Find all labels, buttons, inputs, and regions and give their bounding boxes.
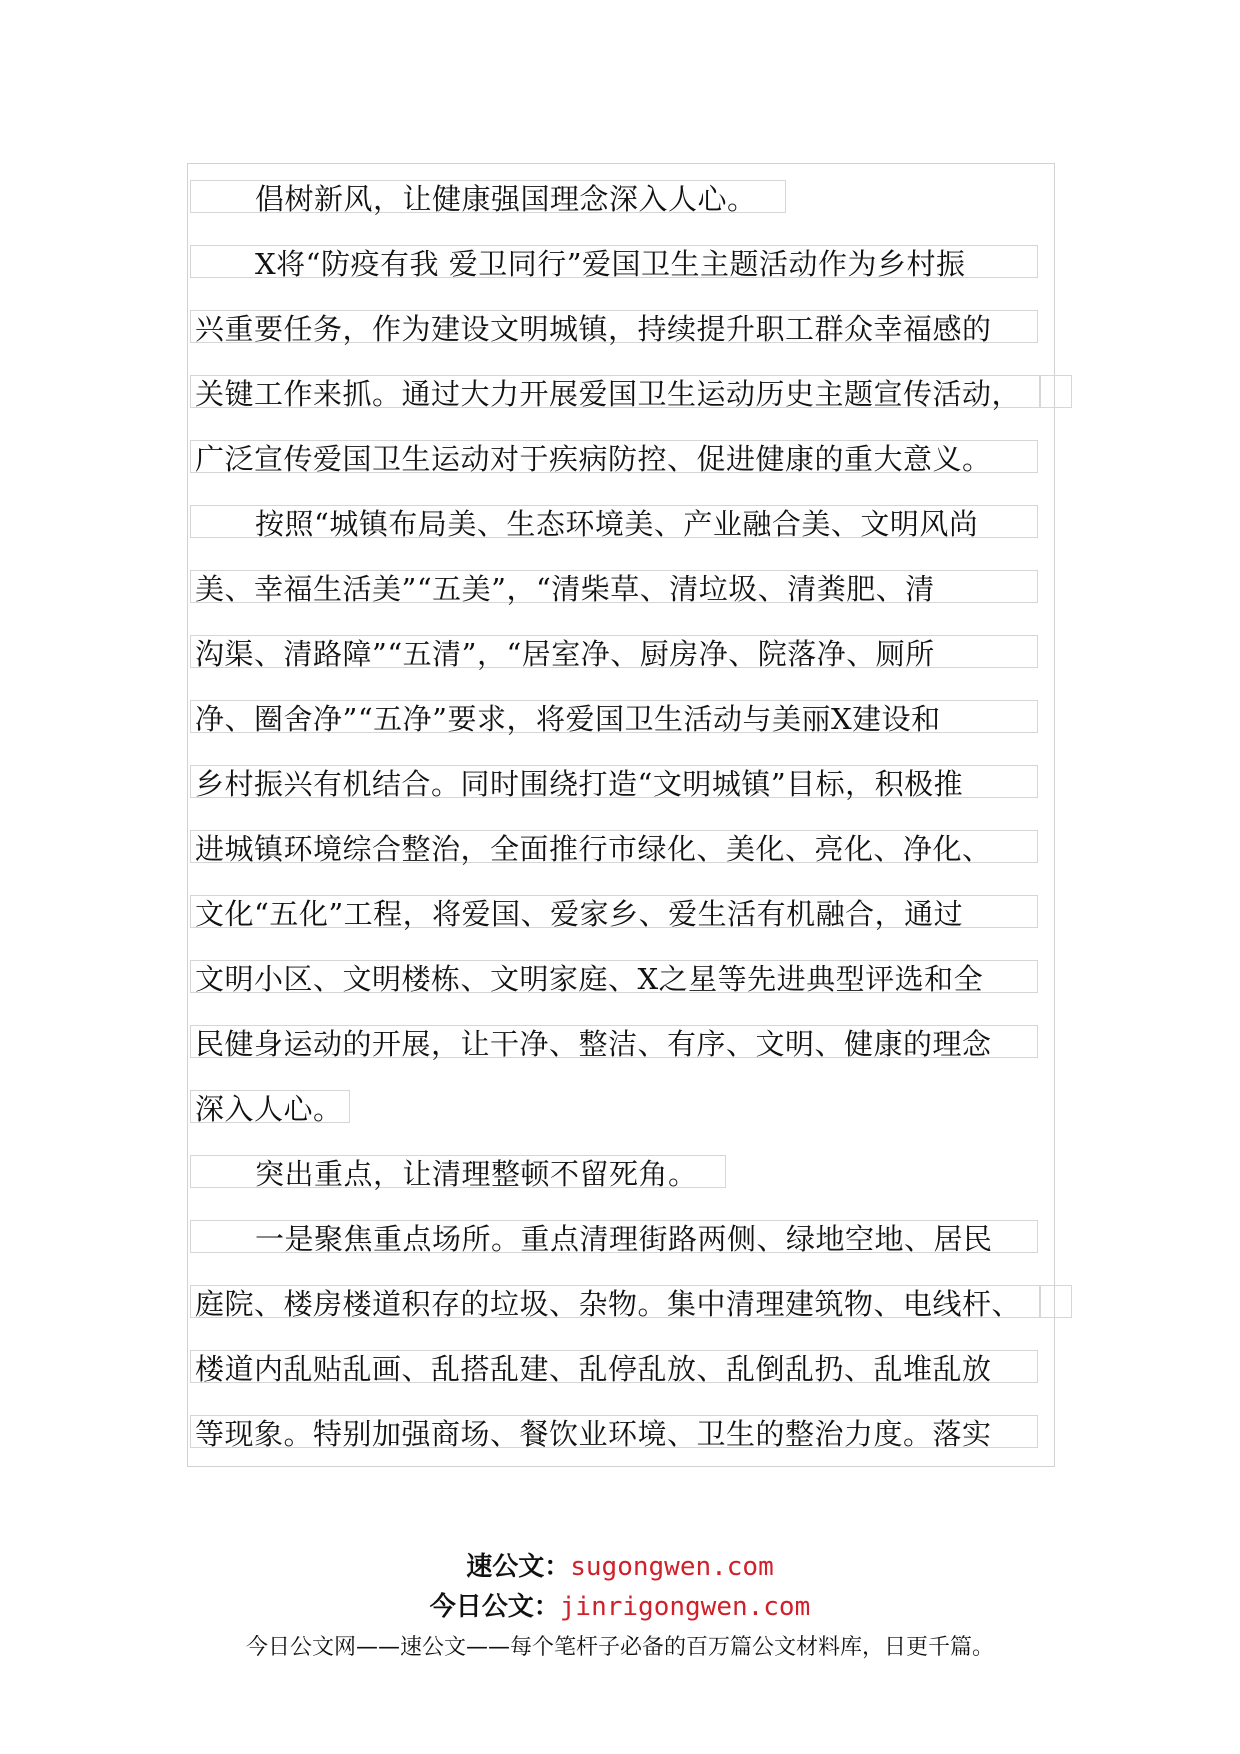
footer-brand-label: 今日公文：	[429, 1592, 560, 1622]
footer-slogan: 今日公文网——速公文——每个笔杆子必备的百万篇公文材料库，日更千篇。	[245, 1635, 994, 1660]
text-line: 楼道内乱贴乱画、乱搭乱建、乱停乱放、乱倒乱扔、乱堆乱放	[190, 1350, 1038, 1383]
overflow-marker-box	[1040, 375, 1072, 408]
footer-line-1	[0, 1546, 1240, 1583]
text-line: 深入人心。	[190, 1090, 350, 1123]
text-line: 等现象。特别加强商场、餐饮业环境、卫生的整治力度。落实	[190, 1415, 1038, 1448]
text-line: 进城镇环境综合整治，全面推行市绿化、美化、亮化、净化、	[190, 830, 1038, 863]
text-line: 一是聚焦重点场所。重点清理街路两侧、绿地空地、居民	[190, 1220, 1038, 1253]
text-line: 文明小区、文明楼栋、文明家庭、X之星等先进典型评选和全	[190, 960, 1038, 993]
heading-line: 突出重点，让清理整顿不留死角。	[190, 1155, 726, 1188]
document-page-frame	[187, 163, 1055, 1467]
text-line: 广泛宣传爱国卫生运动对于疾病防控、促进健康的重大意义。	[190, 440, 1038, 473]
heading-line: 倡树新风，让健康强国理念深入人心。	[190, 180, 786, 213]
text-line: X将“防疫有我 爱卫同行”爱国卫生主题活动作为乡村振	[190, 245, 1038, 278]
text-line: 文化“五化”工程，将爱国、爱家乡、爱生活有机融合，通过	[190, 895, 1038, 928]
footer-url-link[interactable]: sugongwen.com	[570, 1552, 774, 1582]
text-line: 关键工作来抓。通过大力开展爱国卫生运动历史主题宣传活动，	[190, 375, 1040, 408]
footer-brand-label: 速公文：	[466, 1552, 571, 1582]
text-line: 民健身运动的开展，让干净、整洁、有序、文明、健康的理念	[190, 1025, 1038, 1058]
footer-line-2	[0, 1586, 1240, 1623]
text-line: 净、圈舍净”“五净”要求，将爱国卫生活动与美丽X建设和	[190, 700, 1038, 733]
text-line: 按照“城镇布局美、生态环境美、产业融合美、文明风尚	[190, 505, 1038, 538]
overflow-marker-box	[1040, 1285, 1072, 1318]
text-line: 美、幸福生活美”“五美”，“清柴草、清垃圾、清粪肥、清	[190, 570, 1038, 603]
footer-url-link[interactable]: jinrigongwen.com	[559, 1592, 811, 1622]
text-line: 乡村振兴有机结合。同时围绕打造“文明城镇”目标，积极推	[190, 765, 1038, 798]
text-line: 兴重要任务，作为建设文明城镇，持续提升职工群众幸福感的	[190, 310, 1038, 343]
text-line: 沟渠、清路障”“五清”，“居室净、厨房净、院落净、厕所	[190, 635, 1038, 668]
text-line: 庭院、楼房楼道积存的垃圾、杂物。集中清理建筑物、电线杆、	[190, 1285, 1040, 1318]
